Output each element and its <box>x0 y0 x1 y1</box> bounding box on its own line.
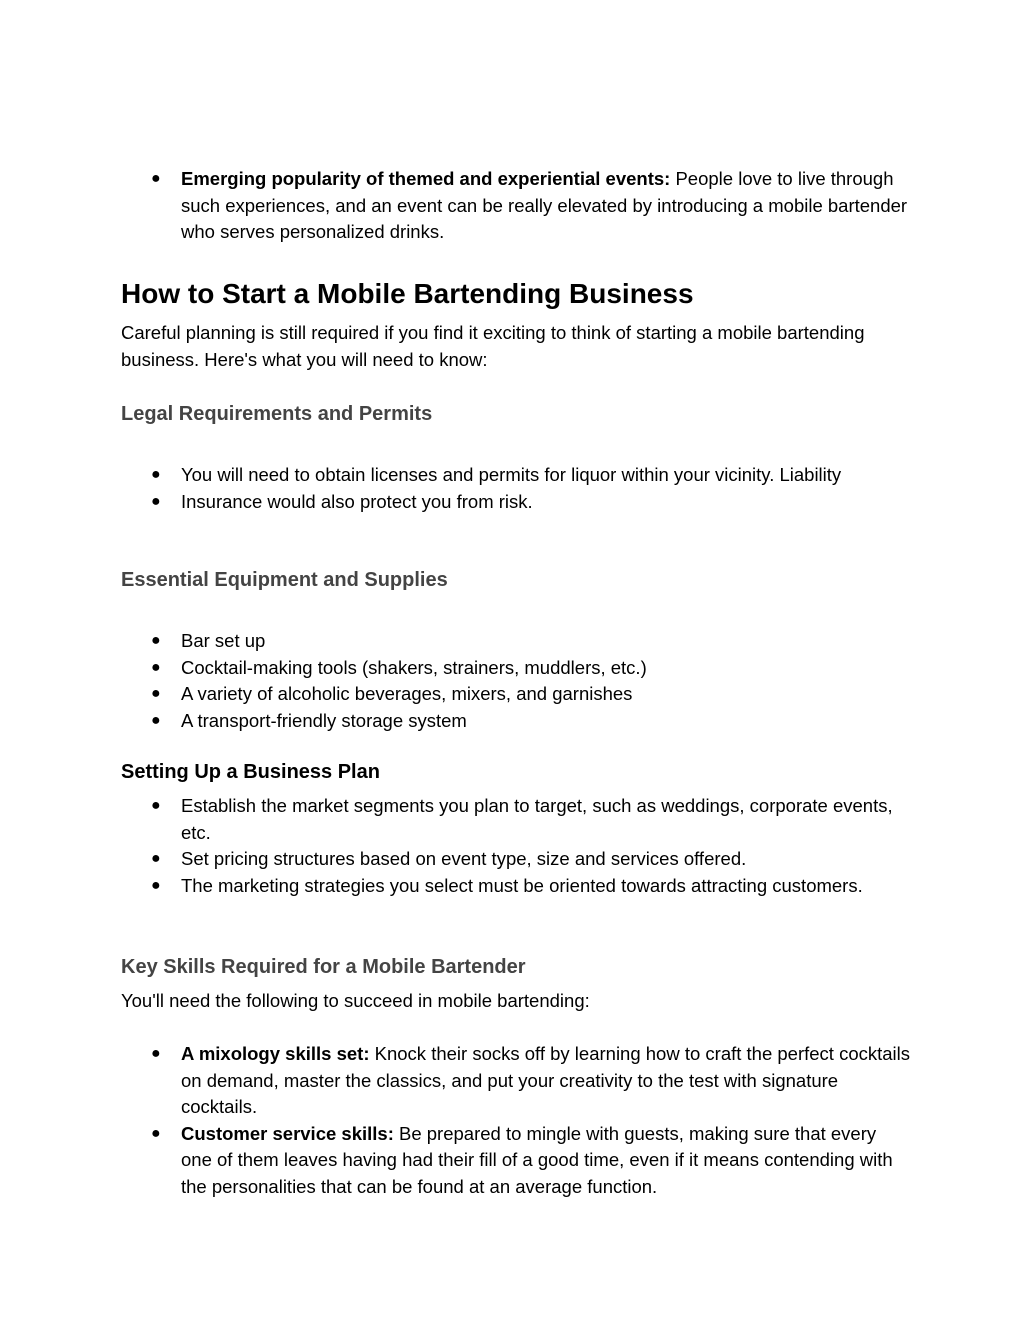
list-item <box>121 681 911 708</box>
bullet-icon: ● <box>151 711 161 729</box>
list-item-text: Bar set up <box>181 630 266 651</box>
list-item-bold-label: Customer service skills: <box>181 1122 394 1144</box>
skills-list-block <box>121 1041 911 1201</box>
bullet-icon: ● <box>151 850 161 868</box>
list-item-text: Knock their socks off by learning how to craft the perfect cocktails on demand, master the classics, and put your creativity to the test with signature cocktails. <box>181 1043 911 1118</box>
legal-heading-block <box>121 401 911 427</box>
list-item-text: Be prepared to mingle with guests, making sure that every one of them leaves having had their fill of a good time, even if it means contending with the personalities that can be found at an average function. <box>181 1122 893 1197</box>
business-plan-list <box>121 793 911 899</box>
bullet-icon: ● <box>151 170 161 187</box>
intro-list-block <box>121 166 911 246</box>
intro-list <box>121 166 911 246</box>
list-item-text: Insurance would also protect you from risk. <box>181 490 533 512</box>
skills-heading: Key Skills Required for a Mobile Bartender <box>121 956 526 978</box>
bullet-icon: ● <box>151 1045 161 1062</box>
bullet-icon: ● <box>151 466 161 483</box>
main-intro-paragraph: Careful planning is still required if you find it exciting to think of starting a mobile bartending business. Here's what you will need to know: <box>121 322 865 370</box>
list-item <box>121 1121 911 1201</box>
list-item-bold-label: A mixology skills set: <box>181 1043 370 1064</box>
list-item-text: A transport-friendly storage system <box>181 709 467 731</box>
main-heading: How to Start a Mobile Bartending Business <box>121 278 694 309</box>
list-item-text: Set pricing structures based on event type, size and services offered. <box>181 848 747 870</box>
bullet-icon: ● <box>151 1124 161 1142</box>
list-item-bold-label: Emerging popularity of themed and experiential events: <box>181 168 671 189</box>
skills-list <box>121 1041 911 1201</box>
legal-heading: Legal Requirements and Permits <box>121 403 433 425</box>
list-item-text: Establish the market segments you plan to target, such as weddings, corporate events, etc. <box>181 795 893 843</box>
main-intro-block <box>121 320 911 373</box>
list-item <box>121 846 911 873</box>
bullet-icon: ● <box>151 492 161 510</box>
list-item-text: Cocktail-making tools (shakers, strainers, muddlers, etc.) <box>181 656 647 678</box>
list-item <box>121 628 911 655</box>
list-item <box>121 166 911 246</box>
list-item-text: You will need to obtain licenses and permits for liquor within your vicinity. Liability <box>181 464 842 485</box>
equipment-list <box>121 628 911 734</box>
main-heading-block <box>121 277 911 311</box>
skills-heading-block <box>121 954 911 980</box>
list-item-text: A variety of alcoholic beverages, mixers, and garnishes <box>181 683 633 705</box>
list-item <box>121 462 921 489</box>
bullet-icon: ● <box>151 876 161 894</box>
list-item <box>121 793 911 846</box>
list-item-text: The marketing strategies you select must be oriented towards attracting customers. <box>181 874 863 896</box>
list-item <box>121 1041 911 1121</box>
bullet-icon: ● <box>151 658 161 676</box>
skills-intro-block <box>121 988 911 1015</box>
business-plan-list-block <box>121 793 911 899</box>
skills-intro-paragraph: You'll need the following to succeed in mobile bartending: <box>121 990 590 1011</box>
bullet-icon: ● <box>151 797 161 814</box>
bullet-icon: ● <box>151 632 161 649</box>
business-plan-heading: Setting Up a Business Plan <box>121 761 380 783</box>
equipment-list-block <box>121 628 911 734</box>
list-item-text: People love to live through such experiences, and an event can be really elevated by introducing a mobile bartender who serves personalized drinks. <box>181 168 908 243</box>
bullet-icon: ● <box>151 685 161 703</box>
list-item <box>121 655 911 682</box>
legal-list-block <box>121 462 921 515</box>
list-item <box>121 708 911 735</box>
list-item <box>121 489 921 516</box>
legal-list <box>121 462 921 515</box>
equipment-heading-block <box>121 567 911 593</box>
list-item <box>121 873 911 900</box>
business-plan-heading-block <box>121 759 911 785</box>
equipment-heading: Essential Equipment and Supplies <box>121 569 448 591</box>
